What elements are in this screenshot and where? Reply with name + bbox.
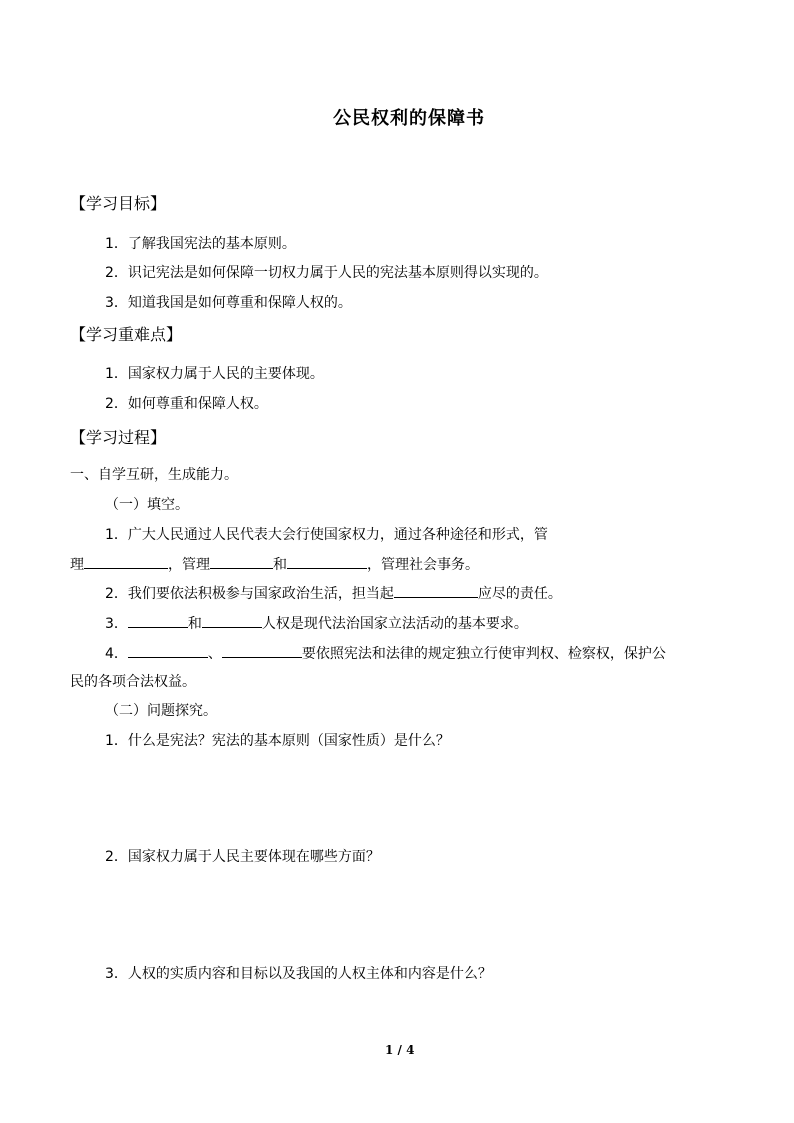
text-fragment: ，管理社会事务。 [367,557,479,573]
answer-blank[interactable] [202,612,262,628]
text-fragment: 和 [187,616,202,632]
fill-question-1-line2 [70,553,479,574]
inquiry-question: 3．人权的实质内容和目标以及我国的人权主体和内容是什么？ [105,966,492,982]
fill-question-4-line1 [105,642,666,663]
answer-blank[interactable] [128,612,188,628]
text-fragment: 应尽的责任。 [477,586,562,602]
text-fragment: 、 [207,646,222,662]
answer-blank[interactable] [222,642,302,658]
text-fragment: 要依照宪法和法律的规定独立行使审判权、检察权，保护公 [301,646,666,662]
subsection-heading-fill: （一）填空。 [105,497,189,513]
answer-blank[interactable] [84,553,168,569]
fill-question-1-line1: 1．广大人民通过人民代表大会行使国家权力，通过各种途径和形式，管 [105,527,548,543]
part-heading: 一、自学互研，生成能力。 [70,467,238,483]
subsection-heading-inquiry: （二）问题探究。 [105,703,217,719]
section-heading-key-points: 【学习重难点】 [70,325,183,344]
section-heading-process: 【学习过程】 [70,428,167,447]
text-fragment: 和 [273,557,287,573]
text-fragment: 2．我们要依法积极参与国家政治生活，担当起 [105,586,394,602]
page-number: 1 / 4 [385,1043,415,1057]
inquiry-question: 1．什么是宪法？宪法的基本原则（国家性质）是什么？ [105,733,450,749]
inquiry-question: 2．国家权力属于人民主要体现在哪些方面？ [105,849,380,865]
text-fragment: ，管理 [168,557,210,573]
list-item: 1．了解我国宪法的基本原则。 [105,236,296,252]
fill-question-4-line2: 民的各项合法权益。 [70,674,196,690]
text-fragment: 人权是现代法治国家立法活动的基本要求。 [261,616,528,632]
list-item: 3．知道我国是如何尊重和保障人权的。 [105,295,352,311]
list-item: 2．识记宪法是如何保障一切权力属于人民的宪法基本原则得以实现的。 [105,265,548,281]
document-title: 公民权利的保障书 [333,108,485,129]
fill-question-3 [105,612,528,633]
list-item: 2．如何尊重和保障人权。 [105,396,268,412]
fill-question-2 [105,582,562,603]
answer-blank[interactable] [287,553,367,569]
section-heading-goals: 【学习目标】 [70,194,167,213]
text-fragment: 4． [105,646,128,662]
answer-blank[interactable] [128,642,208,658]
text-fragment: 理 [70,557,84,573]
text-fragment: 3． [105,616,128,632]
answer-blank[interactable] [210,553,273,569]
list-item: 1．国家权力属于人民的主要体现。 [105,366,324,382]
answer-blank[interactable] [394,582,478,598]
